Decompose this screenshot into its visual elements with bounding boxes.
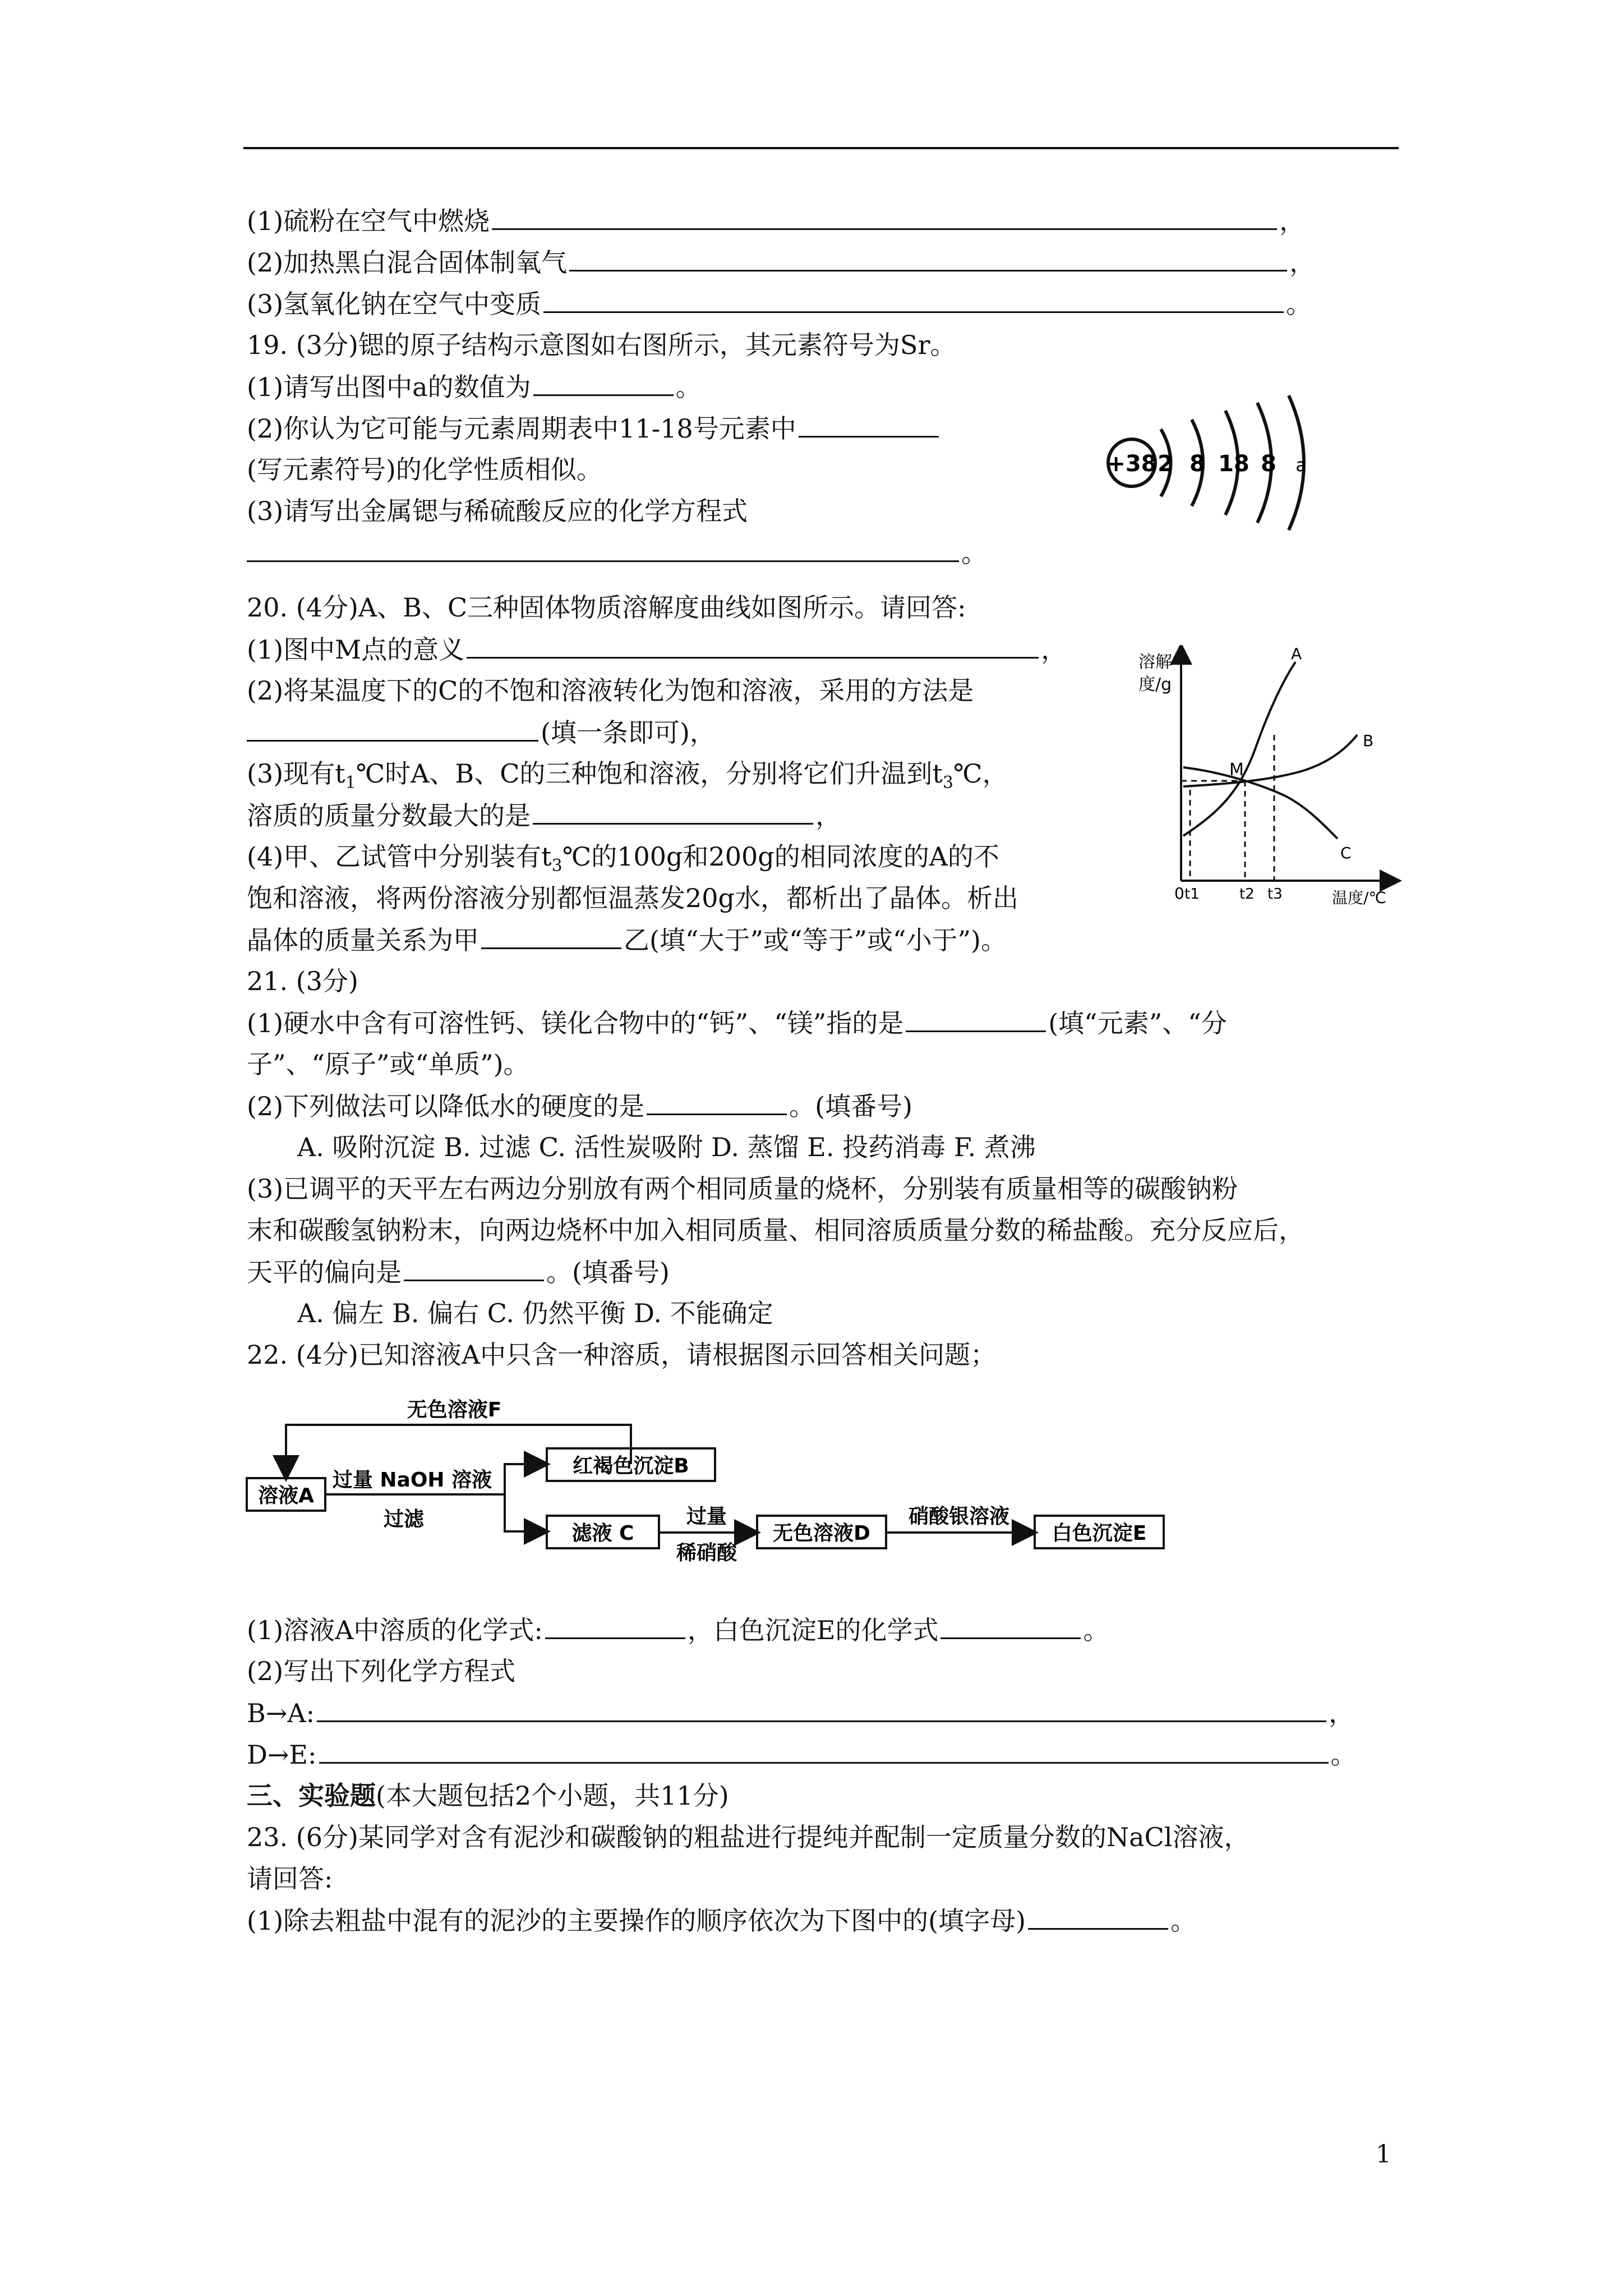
answer-blank[interactable]: [533, 370, 674, 396]
q18-item3: (3)氢氧化钠在空气中变质 。: [247, 287, 1312, 321]
answer-blank[interactable]: [1028, 1903, 1168, 1930]
label-naoh: 过量 NaOH 溶液: [332, 1469, 492, 1492]
shell-electrons-5: a: [1295, 454, 1307, 476]
q20-part4: (4)甲、乙试管中分别装有$t_3℃$的100g和200g的相同浓度的A的不: [247, 841, 999, 876]
q22-stem: 22. (4分)已知溶液A中只含一种溶质，请根据图示回答相关问题；: [247, 1340, 997, 1370]
solubility-curve-chart: [1127, 645, 1408, 909]
shell-electrons-3: 18: [1218, 451, 1249, 477]
box-precipitate-e-label: 白色沉淀E: [1052, 1522, 1147, 1545]
q19-part1: (1)请写出图中a的数值为 。: [247, 370, 702, 404]
shell-electrons-2: 8: [1189, 451, 1205, 477]
label-filter: 过滤: [383, 1508, 425, 1531]
q22-flow-diagram: [241, 1386, 1195, 1599]
q19-part3-line: 。: [247, 536, 987, 570]
tick-t3: t3: [1267, 886, 1283, 903]
q23-stem: 23. (6分)某同学对含有泥沙和碳酸钠的粗盐进行提纯并配制一定质量分数的NaCl溶液，: [247, 1822, 1250, 1852]
arrow-to-c: [505, 1494, 544, 1531]
answer-blank[interactable]: [247, 536, 959, 562]
q20-part4c: 晶体的质量关系为甲 乙(填“大于”或“等于”或“小于”)。: [247, 923, 1007, 957]
q21-part1: (1)硬水中含有可溶性钙、镁化合物中的“钙”、“镁”指的是 (填“元素”、“分: [247, 1006, 1227, 1040]
q20-part2: (2)将某温度下的C的不饱和溶液转化为饱和溶液，采用的方法是: [247, 675, 974, 706]
curve-c: [1183, 767, 1338, 839]
q18-item2: (2)加热黑白混合固体制氧气 ，: [247, 245, 1315, 279]
tick-t1: t1: [1184, 886, 1200, 903]
tick-t2: t2: [1239, 886, 1255, 903]
q20-part2b: (填一条即可)，: [247, 715, 716, 749]
q21-part2-options: A. 吸附沉淀 B. 过滤 C. 活性炭吸附 D. 蒸馏 E. 投药消毒 F. 煮沸: [297, 1132, 1036, 1162]
q22-eq1: B→A: ，: [247, 1696, 1354, 1730]
answer-blank[interactable]: [533, 798, 813, 825]
q20-stem: 20. (4分)A、B、C三种固体物质溶解度曲线如图所示。请回答:: [247, 592, 966, 623]
header-rule: [243, 147, 1399, 149]
label-excess: 过量: [686, 1505, 727, 1528]
nucleus-label: +38: [1106, 451, 1157, 477]
q21-part3b: 末和碳酸氢钠粉末，向两边烧杯中加入相同质量、相同溶质质量分数的稀盐酸。充分反应后，: [247, 1215, 1304, 1245]
q23-part1: (1)除去粗盐中混有的泥沙的主要操作的顺序依次为下图中的(填字母) 。: [247, 1903, 1196, 1938]
answer-blank[interactable]: [545, 1613, 685, 1639]
answer-blank[interactable]: [404, 1255, 544, 1281]
box-solution-a-label: 溶液A: [258, 1484, 314, 1507]
curve-c-label: C: [1340, 844, 1352, 862]
answer-blank[interactable]: [467, 632, 1039, 659]
q21-part3: (3)已调平的天平左右两边分别放有两个相同质量的烧杯，分别装有质量相等的碳酸钠粉: [247, 1174, 1238, 1204]
curve-a: [1183, 662, 1295, 836]
q22-part1: (1)溶液A中溶质的化学式: ，白色沉淀E的化学式 。: [247, 1613, 1109, 1647]
origin-label: 0: [1174, 884, 1184, 903]
q21-part2: (2)下列做法可以降低水的硬度的是 。(填番号): [247, 1089, 912, 1123]
curve-b-label: B: [1363, 731, 1374, 750]
label-solution-f: 无色溶液F: [407, 1398, 502, 1421]
answer-blank[interactable]: [647, 1089, 787, 1115]
answer-blank[interactable]: [319, 1737, 1329, 1764]
answer-blank[interactable]: [247, 715, 538, 742]
q19-stem: 19. (3分)锶的原子结构示意图如右图所示，其元素符号为Sr。: [247, 330, 956, 360]
q20-part1: (1)图中M点的意义 ，: [247, 632, 1067, 666]
section3-heading: 三、实验题(本大题包括2个小题，共11分): [247, 1780, 729, 1811]
q20-part3b: 溶质的质量分数最大的是 ，: [247, 798, 841, 832]
q22-part2: (2)写出下列化学方程式: [247, 1656, 516, 1686]
box-precipitate-b-label: 红褐色沉淀B: [573, 1455, 689, 1478]
label-dilute-nitric: 稀硝酸: [676, 1542, 737, 1565]
x-axis-label: 温度/℃: [1332, 889, 1386, 907]
label-silver-nitrate: 硝酸银溶液: [908, 1505, 1010, 1528]
q18-item1: (1)硫粉在空气中燃烧 ，: [247, 204, 1305, 238]
q19-part2b: (写元素符号)的化学性质相似。: [247, 454, 602, 485]
answer-blank[interactable]: [906, 1006, 1046, 1032]
q19-part3: (3)请写出金属锶与稀硫酸反应的化学方程式: [247, 496, 748, 526]
y-axis-label-2: 度/g: [1138, 675, 1172, 694]
answer-blank[interactable]: [940, 1613, 1081, 1639]
q21-part3c: 天平的偏向是 。(填番号): [247, 1255, 670, 1289]
page-number: 1: [1376, 2140, 1391, 2169]
q20-part4b: 饱和溶液，将两份溶液分别都恒温蒸发20g水，都析出了晶体。析出: [247, 883, 1018, 913]
answer-blank[interactable]: [492, 204, 1277, 230]
q22-eq2: D→E: 。: [247, 1737, 1357, 1772]
shell-electrons-1: 2: [1158, 451, 1173, 477]
arrow-to-b: [505, 1464, 544, 1494]
q21-part1b: 子”、“原子”或“单质”)。: [247, 1049, 529, 1079]
q21-part3-options: A. 偏左 B. 偏右 C. 仍然平衡 D. 不能确定: [297, 1298, 773, 1328]
answer-blank[interactable]: [543, 287, 1284, 313]
box-filtrate-c-label: 滤液 C: [571, 1522, 634, 1545]
curve-a-label: A: [1291, 645, 1302, 663]
answer-blank[interactable]: [799, 411, 939, 438]
shell-electrons-4: 8: [1261, 451, 1276, 477]
box-solution-d-label: 无色溶液D: [773, 1522, 870, 1545]
answer-blank[interactable]: [569, 245, 1287, 272]
atom-structure-diagram: [1094, 387, 1329, 539]
q20-part3: (3)现有$t_1℃$时A、B、C的三种饱和溶液，分别将它们升温到$t_3℃$，: [247, 758, 1008, 793]
q21-stem: 21. (3分): [247, 966, 358, 996]
answer-blank[interactable]: [481, 923, 621, 949]
q23-stem2: 请回答:: [247, 1864, 333, 1894]
y-axis-label-1: 溶解: [1138, 652, 1172, 672]
point-m-label: M: [1229, 760, 1244, 780]
answer-blank[interactable]: [317, 1696, 1326, 1722]
curve-b: [1183, 735, 1357, 786]
q19-part2: (2)你认为它可能与元素周期表中11-18号元素中: [247, 411, 941, 445]
